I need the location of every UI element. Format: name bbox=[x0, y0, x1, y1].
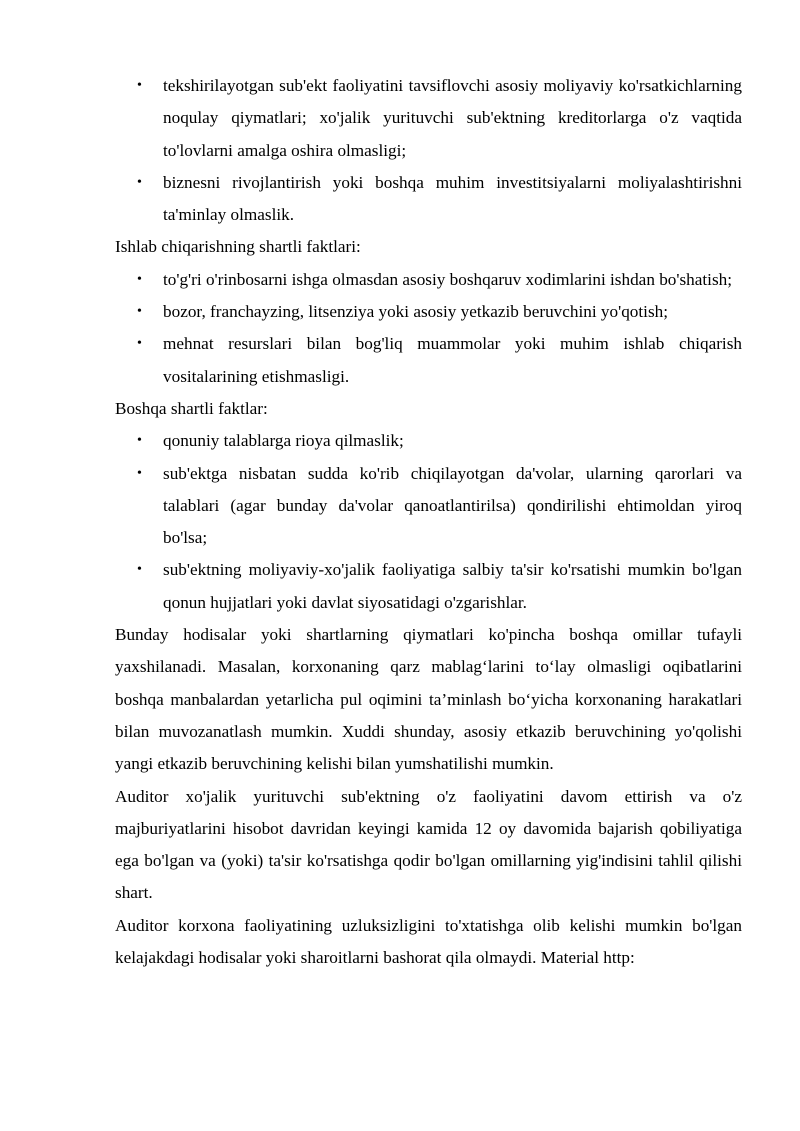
list-item bbox=[115, 167, 742, 232]
list-item bbox=[115, 328, 742, 393]
body-paragraph: Auditor xo'jalik yurituvchi sub'ektning o'z faoliyatini davom ettirish va o'z majburiyatlarini hisobot davridan keyingi kamida 12 oy davomida bajarish qobiliyatiga ega bo'lgan va (yoki) ta'sir ko'rsatishga qodir bo'lgan omillarning yig'indisini tahlil qilishi shart. bbox=[115, 786, 742, 903]
list-item bbox=[115, 458, 742, 555]
bullet-icon: • bbox=[137, 78, 142, 93]
section-heading-other: Boshqa shartli faktlar: bbox=[115, 398, 268, 418]
list-item-text: sub'ektning moliyaviy-xo'jalik faoliyatiga salbiy ta'sir ko'rsatishi mumkin bo'lgan qonun hujjatlari yoki davlat siyosatidagi o'zgarishlar. bbox=[163, 560, 742, 612]
bullet-icon: • bbox=[137, 433, 142, 449]
section-heading-production: Ishlab chiqarishning shartli faktlari: bbox=[115, 237, 361, 257]
list-item-text: sub'ektga nisbatan sudda ko'rib chiqilayotgan da'volar, ularning qarorlari va talablari (agar bunday da'volar qanoatlantirilsa) qondirilishi ehtimoldan yiroq bo'lsa; bbox=[163, 463, 742, 548]
bullet-list-financial bbox=[115, 70, 742, 231]
body-paragraph: Auditor korxona faoliyatining uzluksizligini to'xtatishga olib kelishi mumkin bo'lgan kelajakdagi hodisalar yoki sharoitlarni bashorat qila olmaydi. Material http: bbox=[115, 915, 742, 968]
list-item-text: biznesni rivojlantirish yoki boshqa muhim investitsiyalarni moliyalashtirishni ta'minlay olmaslik. bbox=[163, 172, 742, 225]
list-item-text: qonuniy talablarga rioya qilmaslik; bbox=[163, 431, 404, 451]
list-item bbox=[115, 296, 742, 328]
list-item bbox=[115, 70, 742, 167]
bullet-icon: • bbox=[137, 562, 142, 578]
bullet-icon: • bbox=[137, 465, 142, 481]
list-item-text: mehnat resurslari bilan bog'liq muammolar yoki muhim ishlab chiqarish vositalarining etishmasligi. bbox=[163, 334, 742, 386]
list-item bbox=[115, 264, 742, 296]
bullet-icon: • bbox=[137, 174, 142, 190]
list-item-text: bozor, franchayzing, litsenziya yoki asosiy yetkazib beruvchini yo'qotish; bbox=[163, 302, 669, 322]
list-item-text: tekshirilayotgan sub'ekt faoliyatini tavsiflovchi asosiy moliyaviy ko'rsatkichlarning noqulay qiymatlari; xo'jalik yurituvchi sub'ektning kreditorlarga o'z vaqtida to'lovlarni amalga oshira olmasligi; bbox=[163, 76, 742, 160]
bullet-list-production bbox=[115, 264, 742, 393]
document-page bbox=[115, 70, 742, 974]
list-item-text: to'g'ri o'rinbosarni ishga olmasdan asosiy boshqaruv xodimlarini ishdan bo'shatish; bbox=[163, 269, 733, 289]
bullet-icon: • bbox=[137, 336, 142, 352]
body-paragraph: Bunday hodisalar yoki shartlarning qiymatlari ko'pincha boshqa omillar tufayli yaxshilanadi. Masalan, korxonaning qarz mablag‘larini to‘lay olmasligi oqibatlarini boshqa manbalardan yetarlicha pul oqimini ta’minlash bo‘yicha korxonaning harakatlari bilan muvozanatlash mumkin. Xuddi shunday, asosiy etkazib beruvchining yo'qolishi yangi etkazib beruvchining kelishi bilan yumshatilishi mumkin. bbox=[115, 625, 742, 774]
bullet-icon: • bbox=[137, 304, 142, 320]
bullet-icon: • bbox=[137, 271, 142, 287]
bullet-list-other bbox=[115, 425, 742, 619]
list-item bbox=[115, 425, 742, 457]
list-item bbox=[115, 554, 742, 619]
